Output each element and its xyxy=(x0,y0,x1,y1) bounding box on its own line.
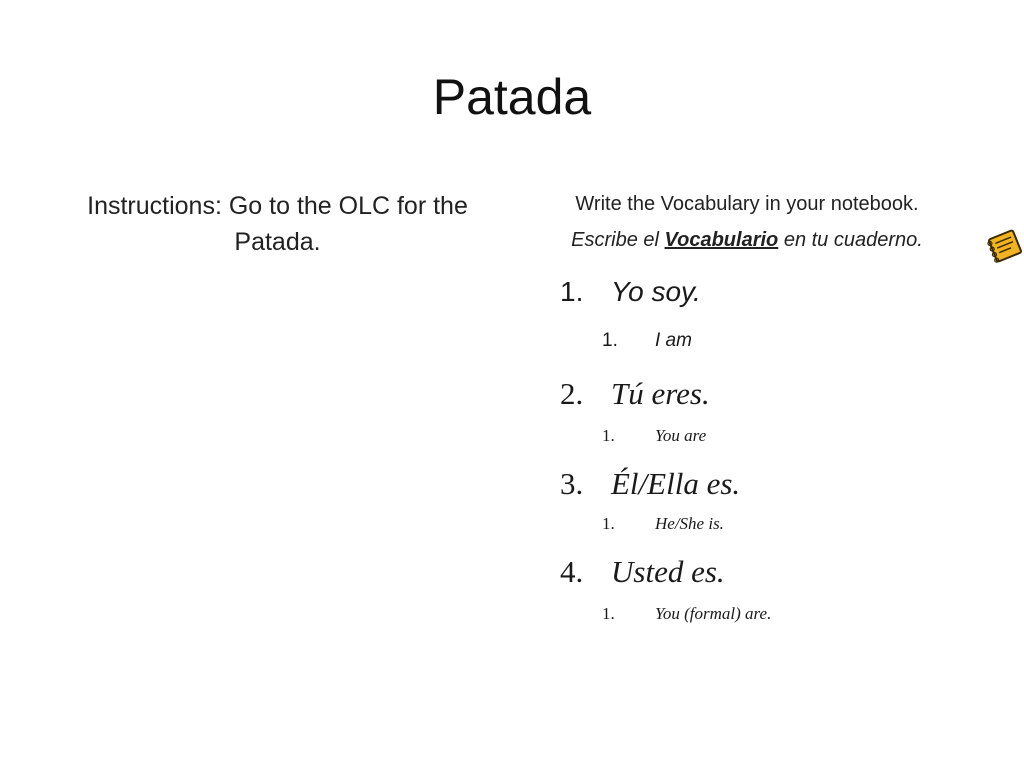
vocab-sub-number: 1. xyxy=(602,426,615,445)
instruction-spanish-post: en tu cuaderno. xyxy=(778,229,923,251)
vocab-sub-number: 1. xyxy=(602,604,615,623)
vocab-term: Él/Ella es. xyxy=(611,466,741,501)
vocabulary-panel xyxy=(510,186,1024,623)
slide-title: Patada xyxy=(432,69,592,125)
instruction-english: Write the Vocabulary in your notebook. xyxy=(575,193,919,215)
instruction-spanish xyxy=(510,222,984,258)
vocab-term: Tú eres. xyxy=(611,376,710,411)
vocab-number: 1. xyxy=(560,276,584,307)
vocab-number: 2. xyxy=(560,376,584,411)
vocab-number: 3. xyxy=(560,466,584,501)
vocab-number: 4. xyxy=(560,554,584,589)
vocab-meaning: You (formal) are. xyxy=(655,604,772,623)
notebook-icon xyxy=(984,228,1024,264)
vocab-meaning: You are xyxy=(655,426,707,445)
vocab-meaning: I am xyxy=(655,330,692,351)
vocab-sub-number: 1. xyxy=(602,330,618,351)
vocab-term: Yo soy. xyxy=(611,276,701,307)
instruction-spanish-bold: Vocabulario xyxy=(664,229,779,251)
vocab-term: Usted es. xyxy=(611,554,725,589)
instructions-text: Instructions: Go to the OLC for the Patada. xyxy=(87,192,468,256)
vocab-meaning: He/She is. xyxy=(655,514,724,533)
instruction-spanish-pre: Escribe el xyxy=(571,229,665,251)
vocab-sub-number: 1. xyxy=(602,514,615,533)
